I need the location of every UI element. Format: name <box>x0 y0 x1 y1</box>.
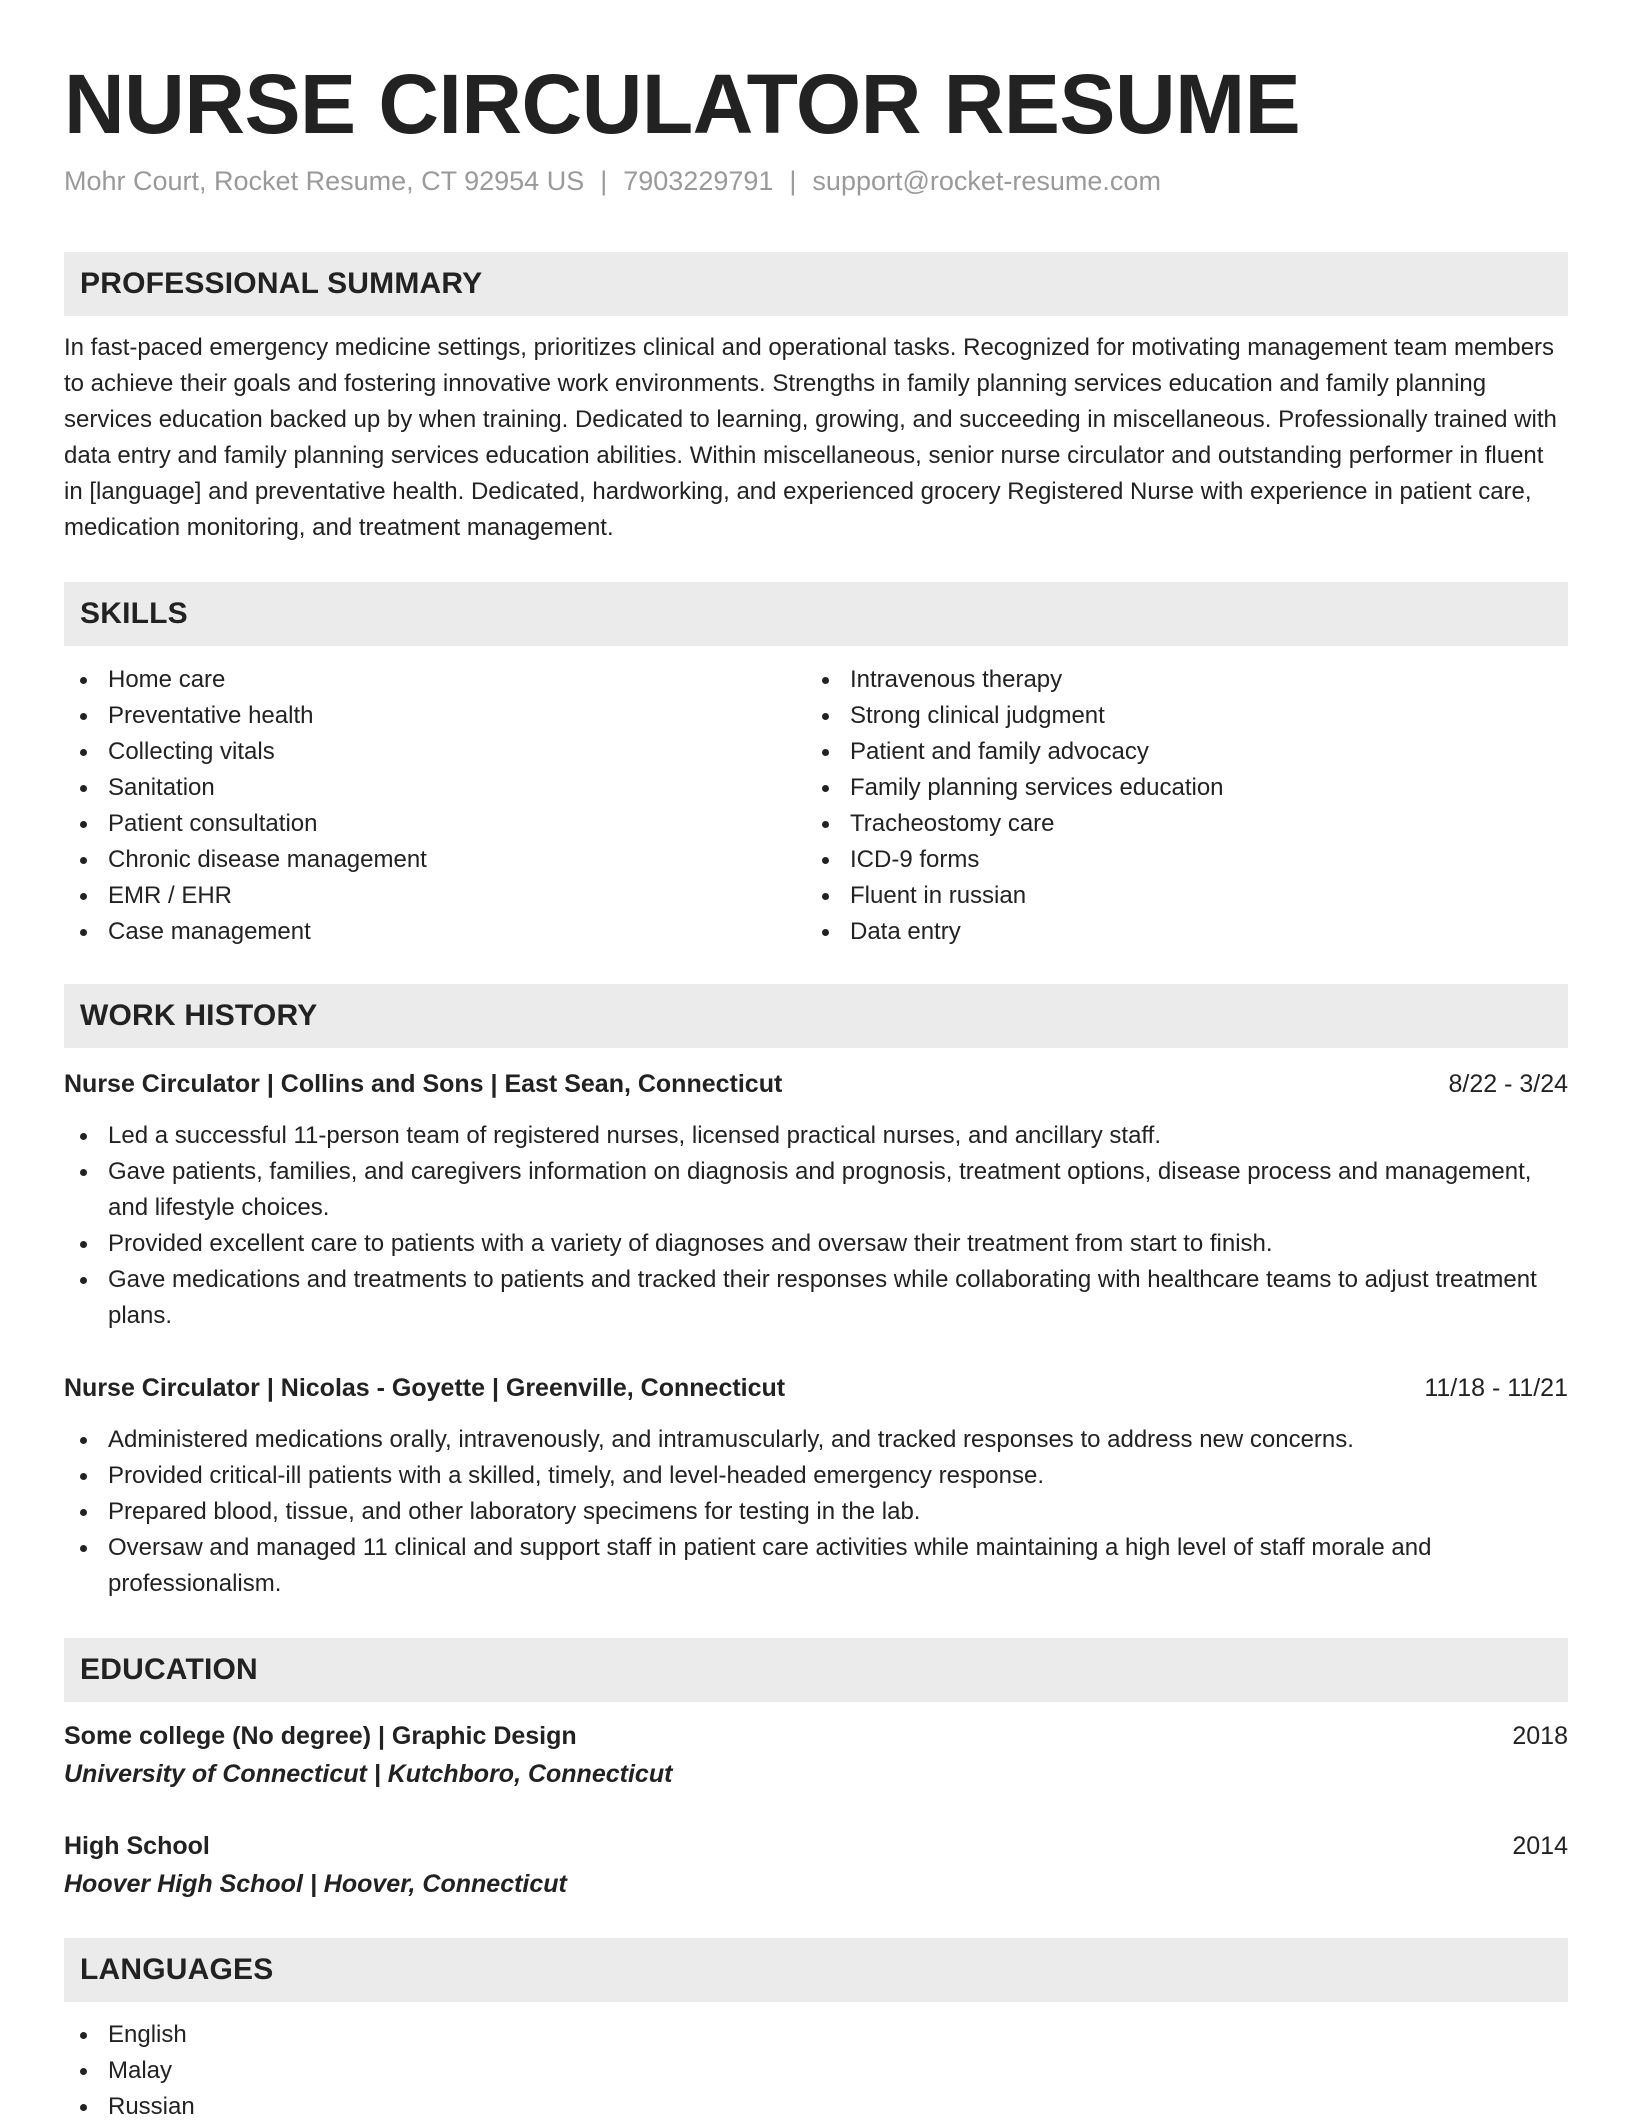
job-title: Nurse Circulator | Nicolas - Goyette | Greenville, Connecticut <box>64 1374 786 1402</box>
job-title: Nurse Circulator | Collins and Sons | East Sean, Connecticut <box>64 1070 783 1098</box>
education-year: 2018 <box>1512 1722 1568 1750</box>
skill-item: Family planning services education <box>806 770 1546 806</box>
job-header <box>64 1066 1568 1102</box>
language-item: Russian <box>64 2089 784 2125</box>
job-header <box>64 1370 1568 1406</box>
education-degree: High School <box>64 1832 210 1860</box>
education-header <box>64 1718 1568 1754</box>
contact-separator: | <box>789 166 797 196</box>
job-bullet: Oversaw and managed 11 clinical and support staff in patient care activities while maintaining a high level of staff morale and professionalism. <box>64 1530 1568 1602</box>
job-bullet: Gave patients, families, and caregivers information on diagnosis and prognosis, treatment options, disease process and management, and lifestyle choices. <box>64 1154 1568 1226</box>
languages-list <box>64 2017 784 2125</box>
job-dates: 11/18 - 11/21 <box>1424 1374 1568 1402</box>
contact-separator: | <box>600 166 608 196</box>
job-bullets <box>64 1118 1568 1334</box>
skill-item: Patient consultation <box>64 806 784 842</box>
skill-item: Chronic disease management <box>64 842 784 878</box>
skill-item: Intravenous therapy <box>806 662 1546 698</box>
education-year: 2014 <box>1512 1832 1568 1860</box>
skills-list-right <box>806 662 1546 950</box>
skill-item: Home care <box>64 662 784 698</box>
section-heading-skills: SKILLS <box>64 582 1568 646</box>
section-heading-education: EDUCATION <box>64 1638 1568 1702</box>
education-header <box>64 1828 1568 1864</box>
skill-item: Strong clinical judgment <box>806 698 1546 734</box>
job-dates: 8/22 - 3/24 <box>1448 1070 1568 1098</box>
job-bullet: Prepared blood, tissue, and other laboratory specimens for testing in the lab. <box>64 1494 1568 1530</box>
section-heading-languages: LANGUAGES <box>64 1938 1568 2002</box>
skill-item: EMR / EHR <box>64 878 784 914</box>
job-bullet: Gave medications and treatments to patients and tracked their responses while collaborating with healthcare teams to adjust treatment plans. <box>64 1262 1568 1334</box>
education-degree: Some college (No degree) | Graphic Design <box>64 1722 577 1750</box>
skill-item: ICD-9 forms <box>806 842 1546 878</box>
skill-item: Collecting vitals <box>64 734 784 770</box>
education-school: Hoover High School | Hoover, Connecticut <box>64 1870 567 1898</box>
skill-item: Patient and family advocacy <box>806 734 1546 770</box>
skill-item: Data entry <box>806 914 1546 950</box>
resume-title: NURSE CIRCULATOR RESUME <box>64 57 1301 151</box>
job-bullets <box>64 1422 1568 1602</box>
section-heading-summary: PROFESSIONAL SUMMARY <box>64 252 1568 316</box>
contact-address: Mohr Court, Rocket Resume, CT 92954 US <box>64 166 585 196</box>
skill-item: Case management <box>64 914 784 950</box>
job-bullet: Led a successful 11-person team of registered nurses, licensed practical nurses, and ancillary staff. <box>64 1118 1568 1154</box>
skills-list-left <box>64 662 784 950</box>
skill-item: Preventative health <box>64 698 784 734</box>
contact-line <box>64 166 1161 197</box>
language-item: Malay <box>64 2053 784 2089</box>
job-bullet: Provided critical-ill patients with a skilled, timely, and level-headed emergency response. <box>64 1458 1568 1494</box>
job-bullet: Provided excellent care to patients with a variety of diagnoses and oversaw their treatment from start to finish. <box>64 1226 1568 1262</box>
skill-item: Tracheostomy care <box>806 806 1546 842</box>
job-bullet: Administered medications orally, intravenously, and intramuscularly, and tracked responses to address new concerns. <box>64 1422 1568 1458</box>
section-heading-work-history: WORK HISTORY <box>64 984 1568 1048</box>
education-school: University of Connecticut | Kutchboro, Connecticut <box>64 1760 673 1788</box>
contact-phone: 7903229791 <box>623 166 774 196</box>
contact-email: support@rocket-resume.com <box>812 166 1161 196</box>
skill-item: Sanitation <box>64 770 784 806</box>
skill-item: Fluent in russian <box>806 878 1546 914</box>
summary-text: In fast-paced emergency medicine settings, prioritizes clinical and operational tasks. Recognized for motivating management team members to achieve their goals and fostering innovative work environments. Strengths in family planning services education and family planning services education backed up by when training. Dedicated to learning, growing, and succeeding in miscellaneous. Professionally trained with data entry and family planning services education abilities. Within miscellaneous, senior nurse circulator and outstanding performer in fluent in [language] and preventative health. Dedicated, hardworking, and experienced grocery Registered Nurse with experience in patient care, medication monitoring, and treatment management. <box>64 334 1557 541</box>
language-item: English <box>64 2017 784 2053</box>
